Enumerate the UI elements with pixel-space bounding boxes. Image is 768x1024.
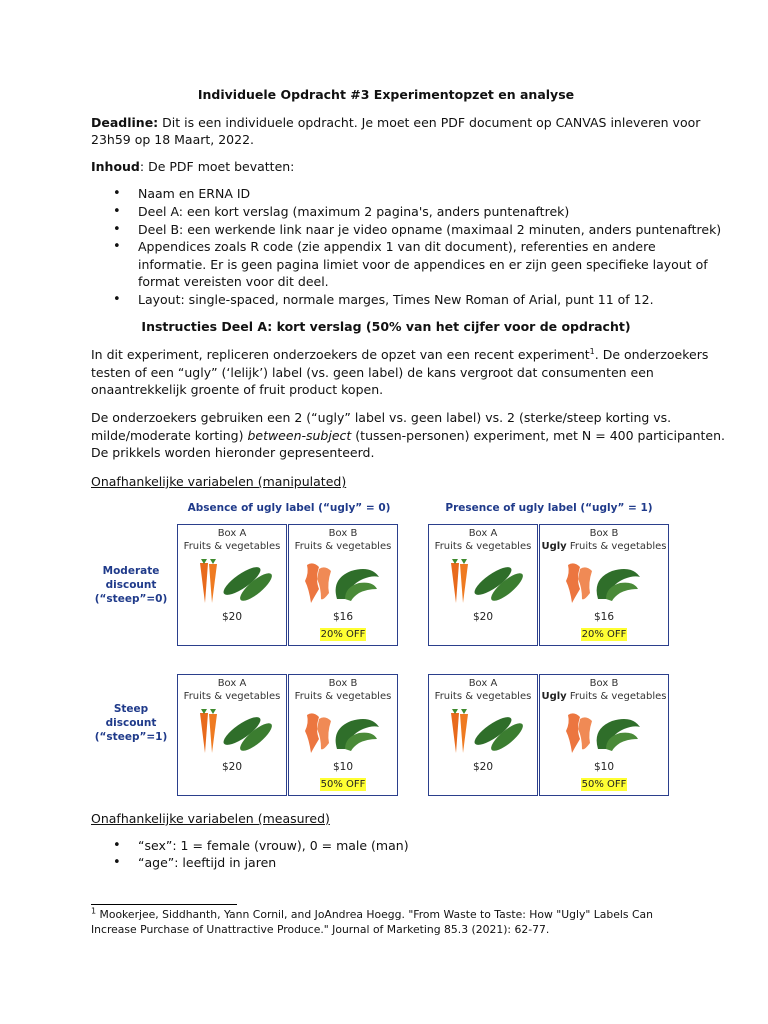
deadline-line-1: Deadline: Dit is een individuele opdracht. Je moet een PDF document op CANVAS inleveren voor [91, 115, 701, 130]
inhoud-line: Inhoud: De PDF moet bevatten: [91, 159, 295, 174]
para2-line-2: milde/moderate korting) between-subject (tussen-personen) experiment, met N = 400 participanten. [91, 428, 725, 443]
footnote-line-1: $^1$ Mookerjee, Siddhanth, Yann Cornil, and JoAndrea Hoegg. "From Waste to Taste: How "Ugly" Labels Can [91, 906, 653, 921]
box-b-absence-moderate: Box B Fruits & vegetables $16 20% OFF [288, 524, 398, 646]
column-header-absence: Absence of ugly label (“ugly” = 0) [187, 502, 391, 514]
list-item: Deel A: een kort verslag (maximum 2 pagina's, anders puntenaftrek) [138, 204, 570, 219]
box-a-absence-steep: Box A Fruits & vegetables $20 [177, 674, 287, 796]
carrots-cucumbers-icon [441, 559, 525, 607]
discount-badge: 20% OFF [320, 629, 366, 640]
footnote-line-2: Increase Purchase of Unattractive Produce." Journal of Marketing 85.3 (2021): 62-77. [91, 923, 550, 936]
list-item: Naam en ERNA ID [138, 186, 251, 201]
list-item: Layout: single-spaced, normale marges, Times New Roman of Arial, punt 11 of 12. [138, 292, 654, 307]
discount-badge: 50% OFF [581, 779, 627, 790]
ugly-label: Ugly [541, 691, 567, 702]
page-title: Individuele Opdracht #3 Experimentopzet en analyse [197, 87, 575, 102]
box-a-absence-moderate: Box A Fruits & vegetables $20 [177, 524, 287, 646]
list-item: “sex”: 1 = female (vrouw), 0 = male (man) [138, 838, 409, 853]
para2-line-3: De prikkels worden hieronder gepresenteerd. [91, 445, 375, 460]
box-a-presence-moderate: Box A Fruits & vegetables $20 [428, 524, 538, 646]
subheading-measured: Onafhankelijke variabelen (measured) [91, 811, 330, 826]
ugly-produce-icon [301, 559, 385, 607]
deadline-line-2: 23h59 op 18 Maart, 2022. [91, 132, 255, 147]
section-heading: Instructies Deel A: kort verslag (50% van het cijfer voor de opdracht) [141, 319, 631, 334]
subheading-manipulated: Onafhankelijke variabelen (manipulated) [91, 474, 347, 489]
list-item: Deel B: een werkende link naar je video opname (maximaal 2 minuten, anders puntenaftrek) [138, 222, 722, 237]
list-item-continued: format vereisten voor dit deel. [138, 274, 329, 289]
stimuli-figure [91, 496, 681, 806]
list-item: Appendices zoals R code (zie appendix 1 van dit document), referenties en andere [138, 239, 656, 254]
box-b-absence-steep: Box B Fruits & vegetables $10 50% OFF [288, 674, 398, 796]
footnote-ref[interactable]: 1 [589, 346, 595, 356]
carrots-cucumbers-icon [441, 709, 525, 757]
ugly-produce-icon [562, 709, 646, 757]
box-a-presence-steep: Box A Fruits & vegetables $20 [428, 674, 538, 796]
list-item-continued: informatie. Er is geen pagina limiet voor de appendices en er zijn geen specifieke layout of [138, 257, 708, 272]
discount-badge: 50% OFF [320, 779, 366, 790]
ugly-produce-icon [562, 559, 646, 607]
footnote-separator [91, 904, 237, 905]
carrots-cucumbers-icon [190, 709, 274, 757]
list-item: “age”: leeftijd in jaren [138, 855, 277, 870]
box-b-presence-moderate: Box B Ugly Fruits & vegetables $16 20% OFF [539, 524, 669, 646]
ugly-label: Ugly [541, 541, 567, 552]
row-header-steep: Steep discount (“steep”=1) [94, 703, 168, 743]
para1-line-1: In dit experiment, repliceren onderzoekers de opzet van een recent experiment$^1$. De onderzoekers [91, 346, 709, 362]
para2-line-1: De onderzoekers gebruiken een 2 (“ugly” label vs. geen label) vs. 2 (sterke/steep korting vs. [91, 410, 672, 425]
ugly-produce-icon [301, 709, 385, 757]
column-header-presence: Presence of ugly label (“ugly” = 1) [445, 502, 653, 514]
row-header-moderate: Moderate discount (“steep”=0) [94, 565, 168, 605]
discount-badge: 20% OFF [581, 629, 627, 640]
para1-line-3: onaantrekkelijk groente of fruit product kopen. [91, 382, 384, 397]
para1-line-2: testen of een “ugly” (‘lelijk’) label (vs. geen label) de kans vergroot dat consumenten een [91, 365, 654, 380]
box-b-presence-steep: Box B Ugly Fruits & vegetables $10 50% OFF [539, 674, 669, 796]
carrots-cucumbers-icon [190, 559, 274, 607]
